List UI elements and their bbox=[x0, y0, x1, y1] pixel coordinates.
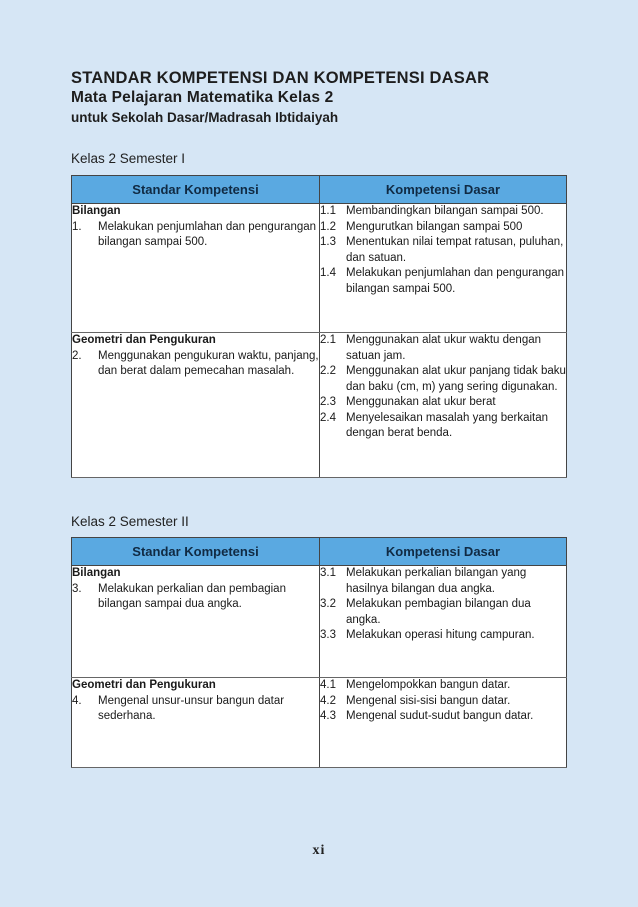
kd-text: Membandingkan bilangan sampai 500. bbox=[346, 205, 544, 217]
kd-item bbox=[320, 333, 566, 364]
kd-item bbox=[320, 597, 566, 628]
kd-text: Melakukan penjumlahan dan pengurangan bilangan sampai 500. bbox=[346, 267, 565, 295]
kd-item bbox=[320, 566, 566, 597]
sk-text: Melakukan penjumlahan dan pengurangan bilangan sampai 500. bbox=[98, 220, 317, 248]
semester-1-table bbox=[71, 175, 567, 478]
sk-title: Geometri dan Pengukuran bbox=[72, 334, 216, 346]
kd-text: Melakukan pembagian bilangan dua angka. bbox=[346, 598, 531, 626]
kd-number: 4.3 bbox=[320, 710, 336, 722]
kd-item bbox=[320, 266, 566, 297]
kd-item bbox=[320, 235, 566, 266]
sk-cell bbox=[72, 678, 320, 768]
table-row bbox=[72, 678, 567, 768]
kd-number: 2.1 bbox=[320, 334, 336, 346]
kd-item bbox=[320, 678, 566, 694]
sk-text: Menggunakan pengukuran waktu, panjang, dan berat dalam pemecahan masalah. bbox=[98, 349, 319, 377]
kd-text: Menyelesaikan masalah yang berkaitan dengan berat benda. bbox=[346, 411, 549, 439]
kd-text: Menggunakan alat ukur berat bbox=[346, 396, 496, 408]
kd-item bbox=[320, 364, 566, 395]
table-row bbox=[72, 566, 567, 678]
sk-number: 3. bbox=[72, 582, 82, 595]
subject-title: Mata Pelajaran Matematika Kelas 2 bbox=[71, 89, 334, 106]
kd-number: 1.4 bbox=[320, 267, 336, 279]
kd-item bbox=[320, 628, 566, 644]
kd-text: Mengenal sudut-sudut bangun datar. bbox=[346, 710, 534, 722]
table-header-row bbox=[72, 538, 567, 566]
sk-cell bbox=[72, 333, 320, 478]
table-row bbox=[72, 204, 567, 333]
kd-text: Menentukan nilai tempat ratusan, puluhan, dan satuan. bbox=[346, 236, 564, 264]
kd-cell bbox=[320, 678, 567, 768]
kd-number: 3.3 bbox=[320, 629, 336, 641]
kd-item bbox=[320, 395, 566, 411]
kd-cell bbox=[320, 566, 567, 678]
kd-text: Melakukan perkalian bilangan yang hasilnya bilangan dua angka. bbox=[346, 567, 527, 595]
column-header-kd: Kompetensi Dasar bbox=[320, 538, 567, 566]
kd-text: Menggunakan alat ukur panjang tidak baku dan baku (cm, m) yang sering digunakan. bbox=[346, 365, 566, 393]
sk-item bbox=[72, 582, 319, 613]
column-header-kd: Kompetensi Dasar bbox=[320, 176, 567, 204]
kd-number: 1.3 bbox=[320, 236, 336, 248]
kd-number: 1.1 bbox=[320, 205, 336, 217]
kd-number: 3.1 bbox=[320, 567, 336, 579]
audience-subtitle: untuk Sekolah Dasar/Madrasah Ibtidaiyah bbox=[71, 110, 339, 125]
sk-number: 4. bbox=[72, 694, 82, 707]
semester-1-label: Kelas 2 Semester I bbox=[71, 151, 186, 166]
kd-cell bbox=[320, 333, 567, 478]
sk-title: Bilangan bbox=[72, 205, 121, 217]
column-header-sk: Standar Kompetensi bbox=[72, 538, 320, 566]
kd-text: Mengenal sisi-sisi bangun datar. bbox=[346, 694, 511, 707]
kd-text: Menggunakan alat ukur waktu dengan satuan jam. bbox=[346, 334, 542, 362]
kd-text: Mengelompokkan bangun datar. bbox=[346, 679, 511, 691]
kd-item bbox=[320, 694, 566, 710]
table-header-row bbox=[72, 176, 567, 204]
table-row bbox=[72, 333, 567, 478]
kd-number: 4.2 bbox=[320, 694, 336, 707]
kd-number: 2.2 bbox=[320, 365, 336, 377]
column-header-sk: Standar Kompetensi bbox=[72, 176, 320, 204]
kd-number: 1.2 bbox=[320, 220, 336, 233]
kd-item bbox=[320, 411, 566, 442]
kd-item bbox=[320, 709, 566, 725]
sk-title: Geometri dan Pengukuran bbox=[72, 679, 216, 691]
page-header bbox=[71, 68, 489, 128]
sk-cell bbox=[72, 204, 320, 333]
kd-cell bbox=[320, 204, 567, 333]
semester-2-table bbox=[71, 537, 567, 768]
sk-text: Melakukan perkalian dan pembagian bilangan sampai dua angka. bbox=[98, 582, 286, 610]
sk-number: 1. bbox=[72, 220, 82, 233]
sk-item bbox=[72, 349, 319, 380]
kd-text: Melakukan operasi hitung campuran. bbox=[346, 629, 535, 641]
sk-cell bbox=[72, 566, 320, 678]
kd-item bbox=[320, 220, 566, 236]
kd-text: Mengurutkan bilangan sampai 500 bbox=[346, 220, 523, 233]
kd-number: 2.3 bbox=[320, 396, 336, 408]
sk-item bbox=[72, 694, 319, 725]
page-number: xi bbox=[312, 843, 326, 858]
kd-number: 4.1 bbox=[320, 679, 336, 691]
sk-item bbox=[72, 220, 319, 251]
semester-2-label: Kelas 2 Semester II bbox=[71, 514, 189, 529]
sk-text: Mengenal unsur-unsur bangun datar sederhana. bbox=[98, 694, 285, 722]
kd-number: 2.4 bbox=[320, 411, 336, 424]
sk-title: Bilangan bbox=[72, 567, 121, 579]
kd-number: 3.2 bbox=[320, 598, 336, 610]
sk-number: 2. bbox=[72, 349, 82, 362]
kd-item bbox=[320, 204, 566, 220]
page-title: STANDAR KOMPETENSI DAN KOMPETENSI DASAR bbox=[71, 69, 490, 87]
